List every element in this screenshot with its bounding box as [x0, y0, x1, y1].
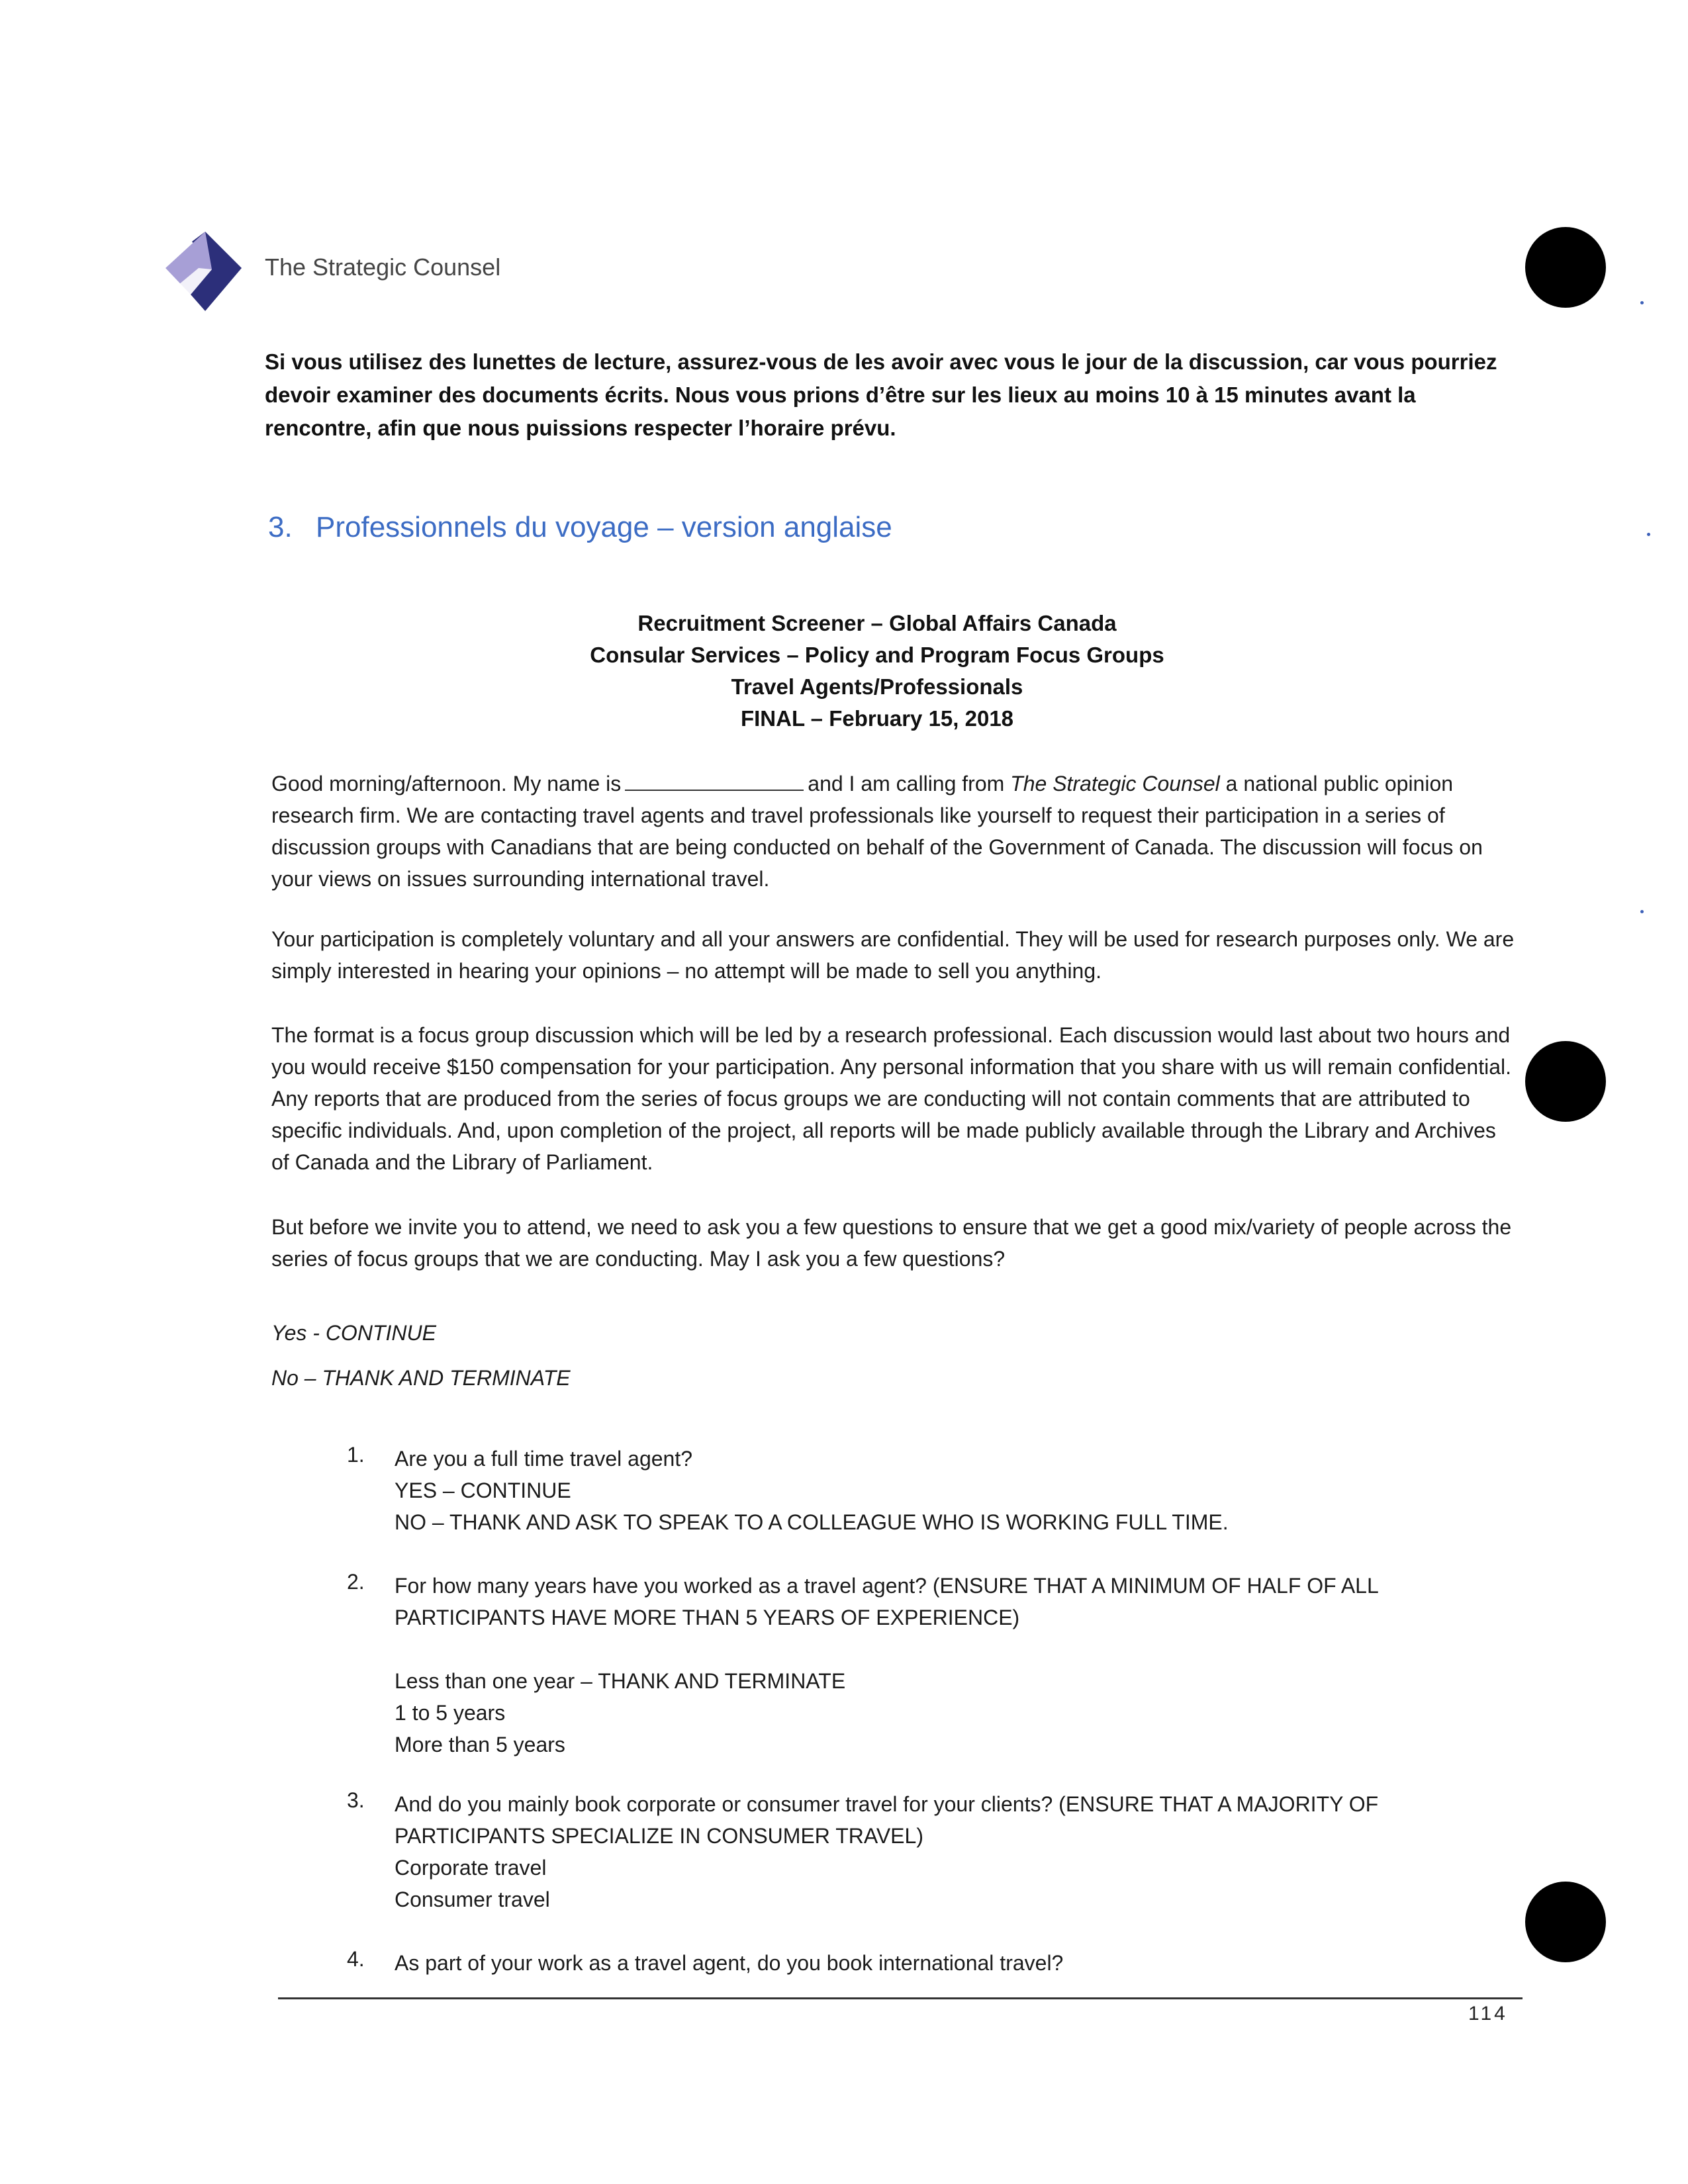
firm-name: The Strategic Counsel	[1010, 772, 1220, 796]
body-paragraph-confidential: Your participation is completely voluntary and all your answers are confidential. They will be used for research purposes only. We are simply interested in hearing your opinions – no attempt will be made to sell you anything.	[271, 927, 1515, 983]
name-blank-line	[625, 768, 804, 791]
question-text: PARTICIPANTS HAVE MORE THAN 5 YEARS OF EXPERIENCE)	[395, 1606, 1020, 1629]
spacer	[395, 1633, 1520, 1665]
section-number: 3.	[268, 511, 293, 543]
french-notice-line: rencontre, afin que nous puissions respecter l’horaire prévu.	[265, 416, 896, 440]
consent-option-no: No – THANK AND TERMINATE	[271, 1366, 571, 1390]
diamond-logo-icon	[159, 228, 245, 314]
question-number: 4.	[347, 1947, 365, 1971]
intro-rest: opinion research firm. We are contacting travel agents and travel professionals like yourself to request their participation in a series of discussion groups with Canadians that are being conducted on behalf of the Government of Canada. The discussion will focus on your views on issues surrounding international travel.	[271, 772, 1483, 891]
answer-option: 1 to 5 years	[395, 1701, 506, 1725]
scan-speck	[1640, 910, 1644, 913]
french-notice-line: Si vous utilisez des lunettes de lecture, assurez-vous de les avoir avec vous le jour de la discussion, car vous pourriez	[265, 349, 1497, 374]
question-text: Are you a full time travel agent?	[395, 1447, 693, 1471]
consent-option-yes: Yes - CONTINUE	[271, 1321, 436, 1345]
punch-hole-top	[1525, 227, 1606, 308]
intro-firm-description: a national public	[1225, 772, 1379, 796]
screener-title	[397, 608, 1357, 735]
answer-option: Consumer travel	[395, 1888, 550, 1911]
page-number: 114	[1468, 2003, 1508, 2025]
intro-greeting: Good morning/afternoon. My name is	[271, 772, 622, 796]
punch-hole-middle	[1525, 1041, 1606, 1122]
punch-hole-bottom	[1525, 1882, 1606, 1962]
screener-title-line: Recruitment Screener – Global Affairs Canada	[637, 611, 1117, 635]
french-notice-line: devoir examiner des documents écrits. Nous vous prions d’être sur les lieux au moins 10 à 15 minutes avant la	[265, 383, 1416, 407]
question-4	[395, 1947, 1520, 1979]
question-text: And do you mainly book corporate or consumer travel for your clients? (ENSURE THAT A MAJORITY OF	[395, 1792, 1379, 1816]
intro-calling-from: and I am calling from	[808, 772, 1005, 796]
question-text: As part of your work as a travel agent, do you book international travel?	[395, 1951, 1064, 1975]
screener-title-line: Travel Agents/Professionals	[731, 674, 1023, 699]
question-text: PARTICIPANTS SPECIALIZE IN CONSUMER TRAVEL)	[395, 1824, 923, 1848]
question-number: 3.	[347, 1788, 365, 1812]
answer-option: More than 5 years	[395, 1733, 565, 1756]
body-paragraph-questions: But before we invite you to attend, we need to ask you a few questions to ensure that we get a good mix/variety of people across the series of focus groups that we are conducting. May I ask you a few questions?	[271, 1215, 1512, 1271]
brand-name: The Strategic Counsel	[265, 253, 501, 281]
question-number: 1.	[347, 1443, 365, 1467]
scan-speck	[1640, 301, 1644, 304]
section-heading	[268, 511, 892, 544]
answer-option: NO – THANK AND ASK TO SPEAK TO A COLLEAGUE WHO IS WORKING FULL TIME.	[395, 1510, 1229, 1534]
question-text: For how many years have you worked as a travel agent? (ENSURE THAT A MINIMUM OF HALF OF ALL	[395, 1574, 1379, 1598]
body-paragraph-format: The format is a focus group discussion which will be led by a research professional. Each discussion would last about two hours and you would receive $150 compensation for your participation. Any personal information that you share with us will remain confidential. Any reports that are produced from the series of focus groups we are conducting will not contain comments that are attributed to specific individuals. And, upon completion of the project, all reports will be made publicly available through the Library and Archives of Canada and the Library of Parliament.	[271, 1023, 1512, 1174]
question-3	[395, 1788, 1520, 1915]
company-logo	[159, 228, 245, 314]
section-title: Professionnels du voyage – version anglaise	[316, 511, 892, 543]
question-1	[395, 1443, 1520, 1538]
question-2	[395, 1570, 1520, 1760]
footer-rule	[278, 1997, 1523, 1999]
screener-title-line: Consular Services – Policy and Program Focus Groups	[590, 643, 1164, 667]
french-notice	[265, 345, 1509, 445]
answer-option: Corporate travel	[395, 1856, 547, 1880]
question-number: 2.	[347, 1570, 365, 1594]
intro-paragraph	[271, 768, 1516, 895]
answer-option: Less than one year – THANK AND TERMINATE	[395, 1669, 846, 1693]
screener-title-line: FINAL – February 15, 2018	[740, 706, 1014, 731]
answer-option: YES – CONTINUE	[395, 1479, 571, 1502]
scan-speck	[1647, 533, 1650, 536]
